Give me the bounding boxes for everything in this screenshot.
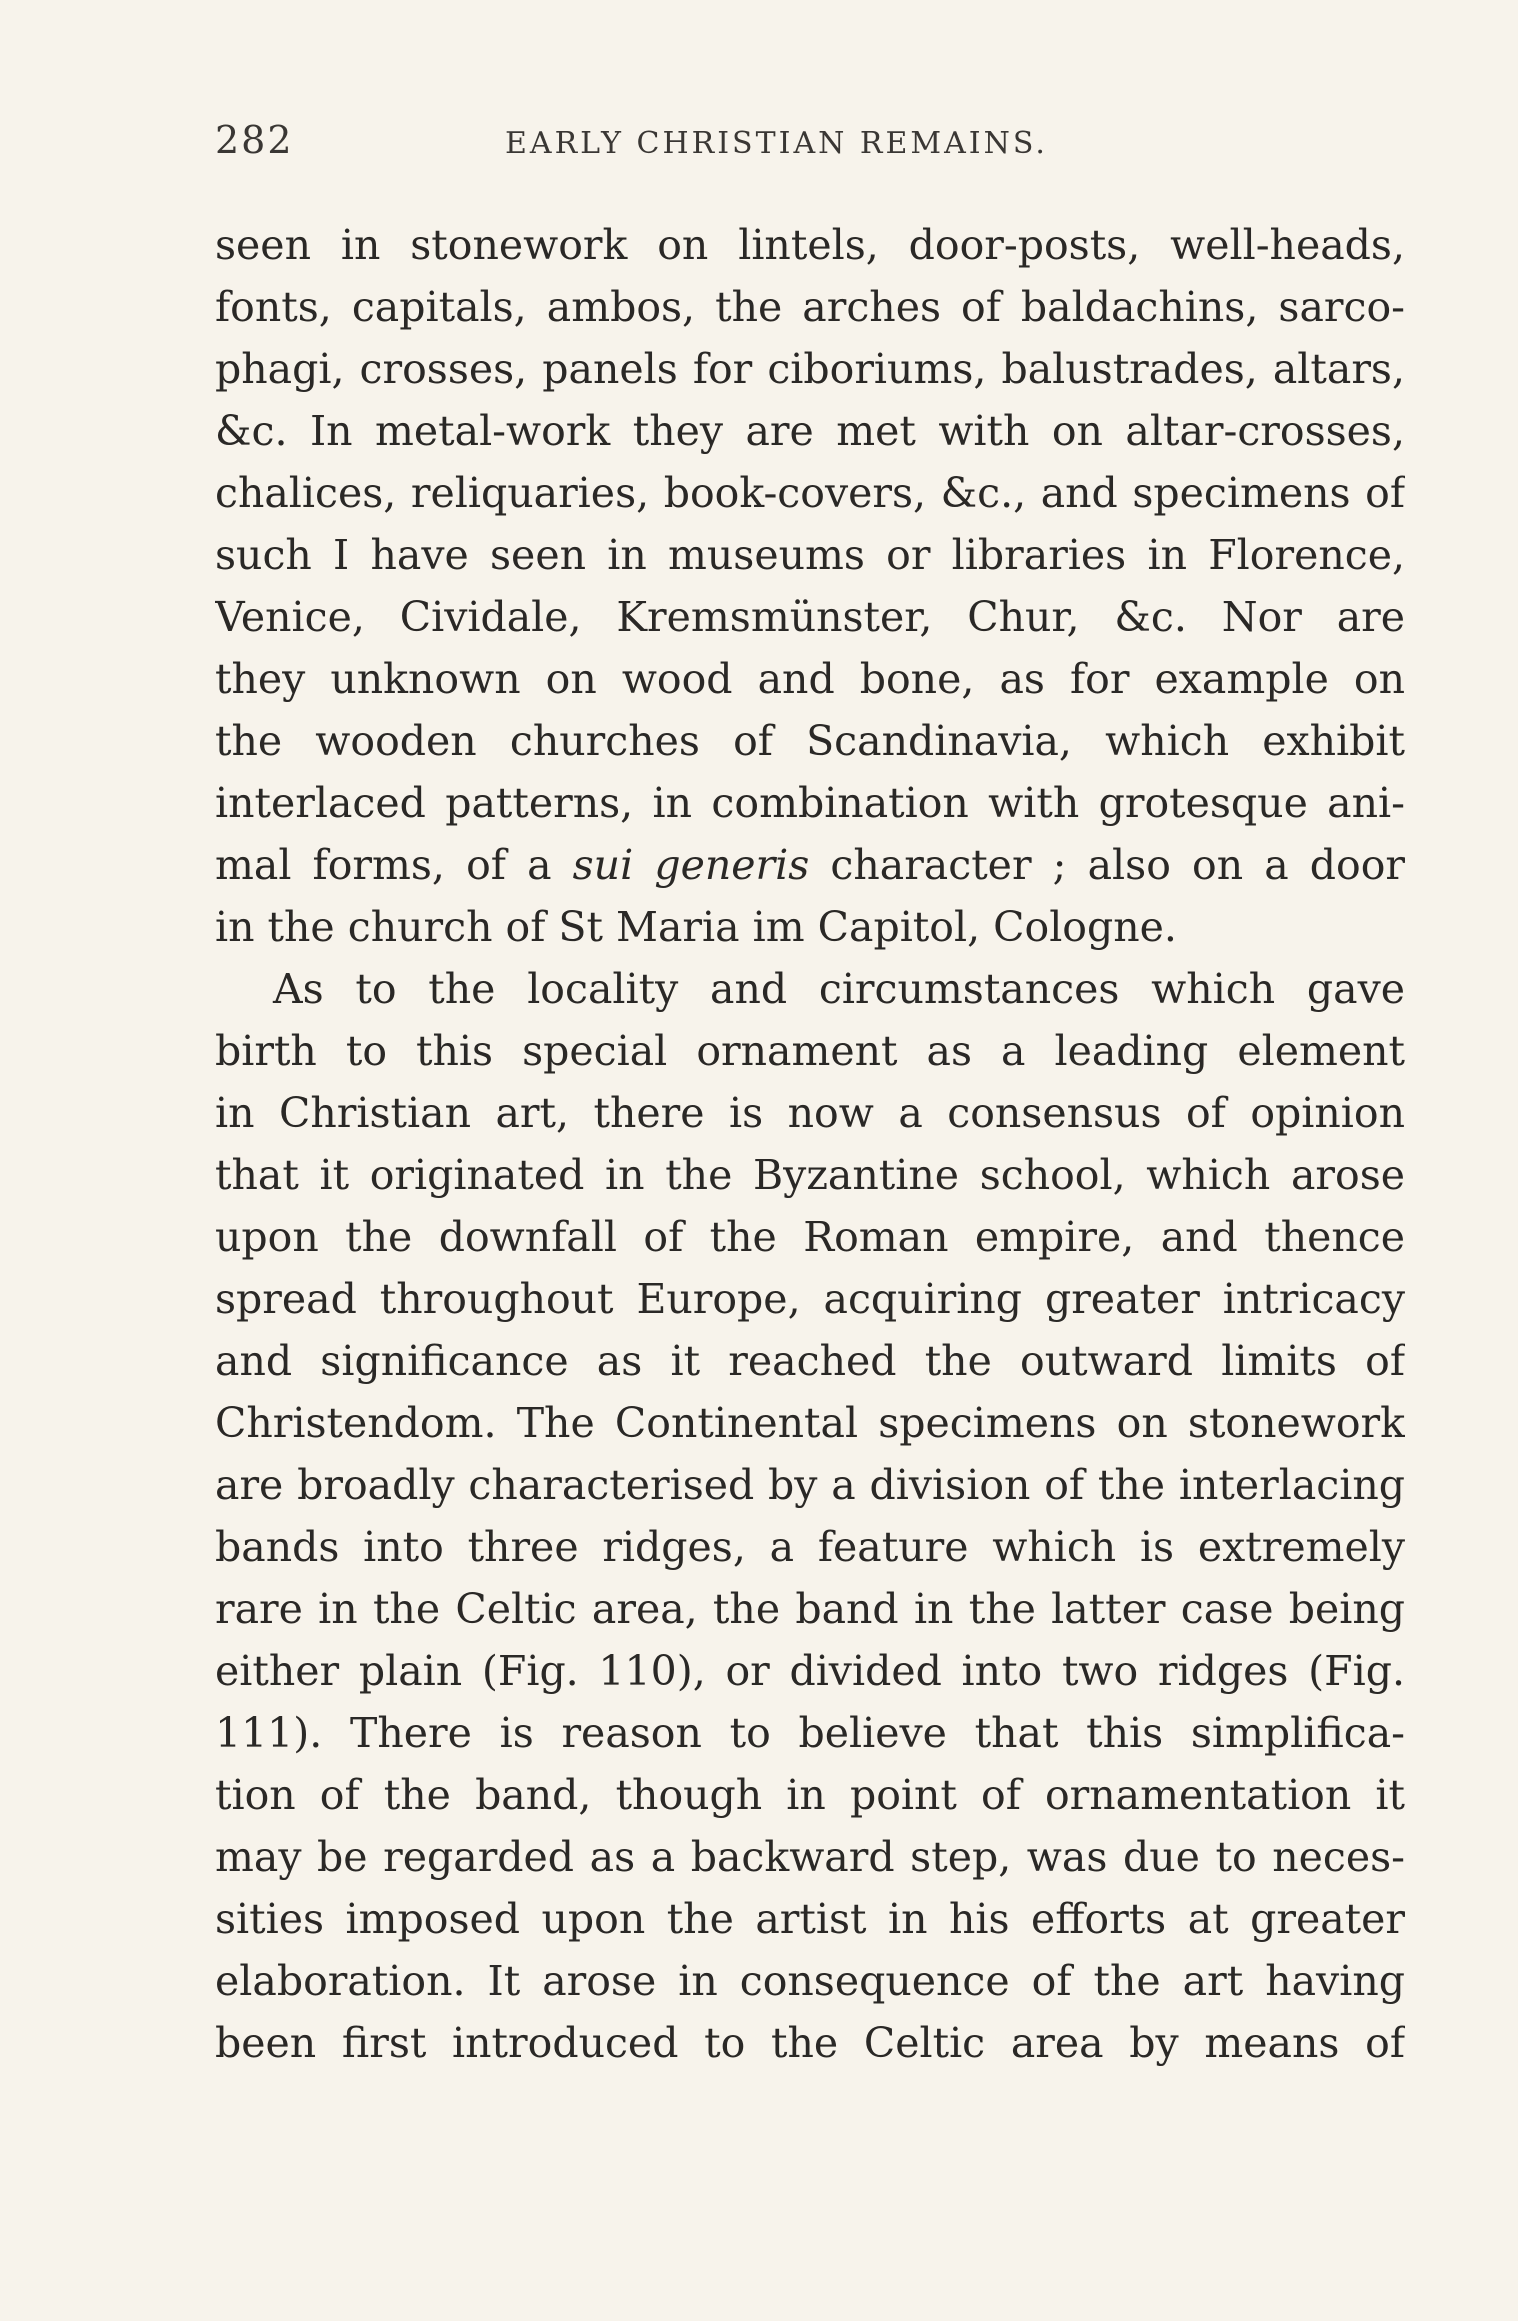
text-line: birth to this special ornament as a leading element xyxy=(215,1027,1405,1075)
text-line: upon the downfall of the Roman empire, and thence xyxy=(215,1213,1405,1261)
text-line: in Christian art, there is now a consensus of opinion xyxy=(215,1089,1405,1137)
text-line: that it originated in the Byzantine school, which arose xyxy=(215,1151,1405,1199)
text-line: 111). There is reason to believe that this simplifica- xyxy=(215,1709,1405,1757)
text-line-with-italic xyxy=(215,834,1405,896)
text-line: such I have seen in museums or libraries in Florence, xyxy=(215,531,1405,579)
text-line: may be regarded as a backward step, was due to neces- xyxy=(215,1833,1405,1881)
text-line: sities imposed upon the artist in his efforts at greater xyxy=(215,1895,1405,1943)
text-line: the wooden churches of Scandinavia, which exhibit xyxy=(215,717,1405,765)
text-segment: mal forms, of a xyxy=(215,841,573,889)
paragraph-start-line: As to the locality and circumstances which gave xyxy=(273,965,1405,1013)
text-line: bands into three ridges, a feature which is extremely xyxy=(215,1523,1405,1571)
text-line: they unknown on wood and bone, as for example on xyxy=(215,655,1405,703)
text-line: in the church of St Maria im Capitol, Cologne. xyxy=(215,903,1177,951)
running-title: EARLY CHRISTIAN REMAINS. xyxy=(505,126,1048,161)
text-line: fonts, capitals, ambos, the arches of baldachins, sarco- xyxy=(215,283,1405,331)
text-line: and significance as it reached the outward limits of xyxy=(215,1337,1405,1385)
text-line: &c. In metal-work they are met with on altar-crosses, xyxy=(215,407,1405,455)
text-line: interlaced patterns, in combination with grotesque ani- xyxy=(215,779,1405,827)
text-line: either plain (Fig. 110), or divided into two ridges (Fig. xyxy=(215,1647,1405,1695)
running-head xyxy=(215,118,1415,168)
body-text xyxy=(215,214,1405,2074)
text-line: been first introduced to the Celtic area by means of xyxy=(215,2019,1405,2067)
text-line: spread throughout Europe, acquiring greater intricacy xyxy=(215,1275,1405,1323)
text-line: Venice, Cividale, Kremsmünster, Chur, &c. Nor are xyxy=(215,593,1405,641)
text-line: Christendom. The Continental specimens on stonework xyxy=(215,1399,1405,1447)
text-segment: character ; also on a door xyxy=(809,841,1405,889)
text-line: elaboration. It arose in consequence of the art having xyxy=(215,1957,1405,2005)
text-line: seen in stonework on lintels, door-posts, well-heads, xyxy=(215,221,1405,269)
text-line: are broadly characterised by a division of the interlacing xyxy=(215,1461,1405,1509)
text-line: tion of the band, though in point of ornamentation it xyxy=(215,1771,1405,1819)
page-number: 282 xyxy=(215,118,294,162)
italic-phrase: sui generis xyxy=(572,841,810,889)
text-line: chalices, reliquaries, book-covers, &c., and specimens of xyxy=(215,469,1405,517)
text-line: phagi, crosses, panels for ciboriums, balustrades, altars, xyxy=(215,345,1405,393)
text-line: rare in the Celtic area, the band in the latter case being xyxy=(215,1585,1405,1633)
